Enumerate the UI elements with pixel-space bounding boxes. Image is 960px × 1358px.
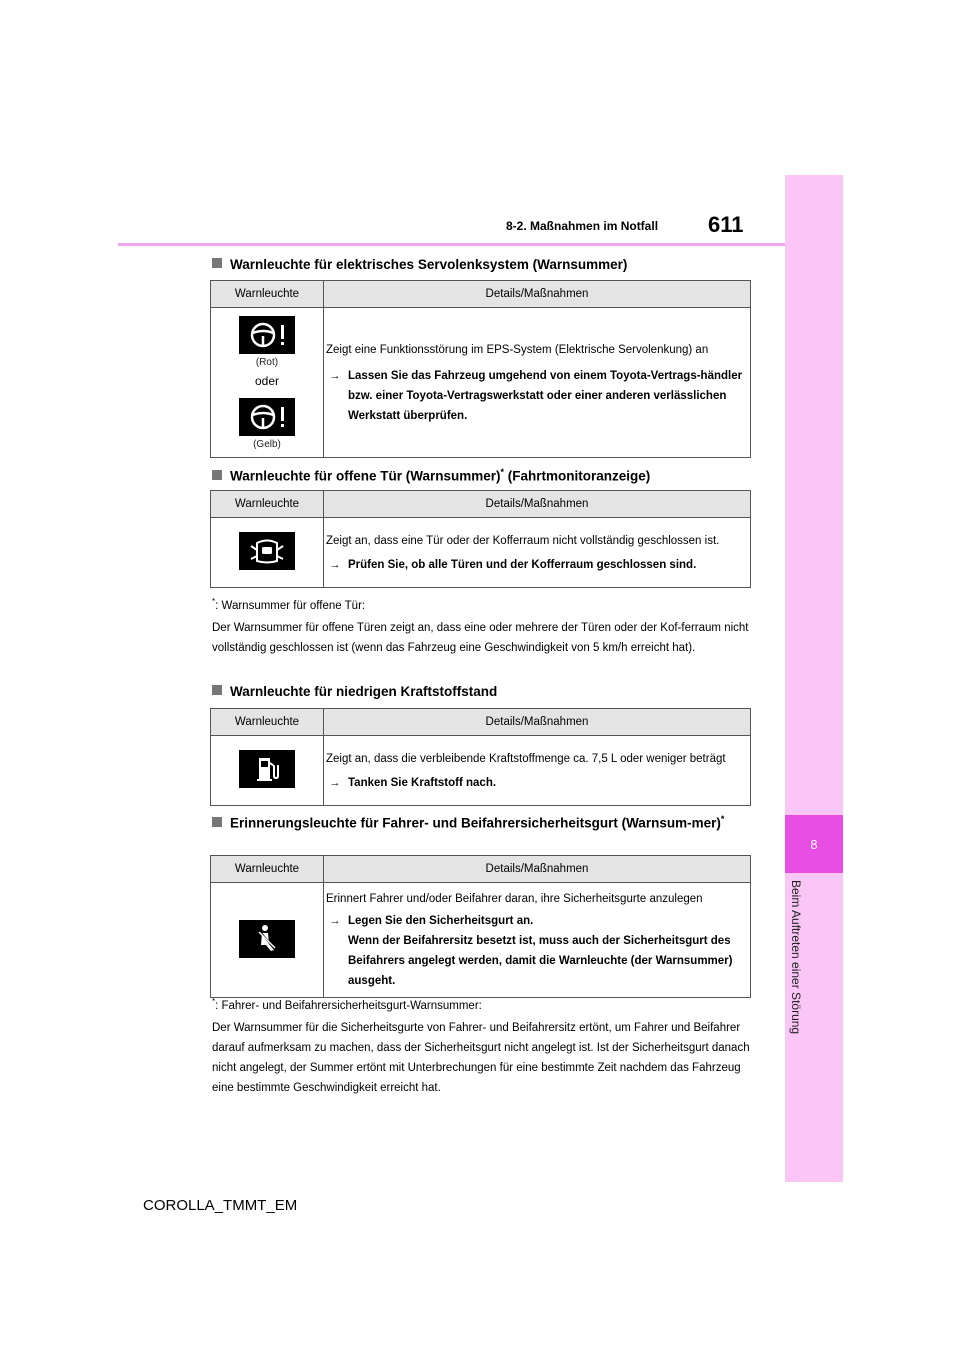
table-row <box>211 883 751 998</box>
section-heading-seatbelt: Erinnerungsleuchte für Fahrer- und Beifahrersicherheitsgurt (Warnsum-mer)* <box>212 809 760 834</box>
section-heading-door: Warnleuchte für offene Tür (Warnsummer)* (Fahrtmonitoranzeige) <box>212 462 650 487</box>
action-row <box>326 911 744 991</box>
seatbelt-icon <box>239 920 295 958</box>
column-header-warnleuchte: Warnleuchte <box>211 856 324 883</box>
open-door-icon <box>239 532 295 570</box>
column-header-warnleuchte: Warnleuchte <box>211 491 324 518</box>
column-header-warnleuchte: Warnleuchte <box>211 709 324 736</box>
detail-text: Erinnert Fahrer und/oder Beifahrer daran, ihre Sicherheitsgurte anzulegen <box>326 893 703 905</box>
arrow-icon: → <box>329 369 341 382</box>
action-row <box>326 773 744 793</box>
header-section-title: 8-2. Maßnahmen im Notfall <box>506 219 659 233</box>
column-header-details: Details/Maßnahmen <box>324 856 751 883</box>
action-text: Prüfen Sie, ob alle Türen und der Kofferraum geschlossen sind. <box>348 558 697 571</box>
column-header-details: Details/Maßnahmen <box>324 281 751 308</box>
column-header-details: Details/Maßnahmen <box>324 491 751 518</box>
detail-cell <box>324 518 751 588</box>
bullet-square-icon <box>212 258 222 268</box>
bullet-square-icon <box>212 685 222 695</box>
table-seatbelt <box>210 855 751 998</box>
detail-cell <box>324 736 751 806</box>
section-heading-eps: Warnleuchte für elektrisches Servolenksystem (Warnsummer) <box>212 255 627 275</box>
icon-cell <box>211 736 324 806</box>
detail-text: Zeigt an, dass eine Tür oder der Kofferraum nicht vollständig geschlossen ist. <box>326 534 720 547</box>
action-text: Lassen Sie das Fahrzeug umgehend von einem Toyota-Vertrags-händler bzw. einer Toyota-Vertragswerkstatt oder einer anderen verlässlichen Werkstatt überprüfen. <box>348 369 743 422</box>
icon-cell <box>211 518 324 588</box>
detail-text: Zeigt eine Funktionsstörung im EPS-System (Elektrische Servolenkung) an <box>326 343 709 356</box>
action-row <box>326 555 744 575</box>
footnote-door: *: Warnsummer für offene Tür: <box>212 597 366 612</box>
icon-cell <box>211 883 324 998</box>
column-header-warnleuchte: Warnleuchte <box>211 281 324 308</box>
arrow-icon: → <box>329 558 341 571</box>
page-number: 611 <box>708 212 744 237</box>
action-text: Tanken Sie Kraftstoff nach. <box>348 776 497 789</box>
icon-caption-yellow: (Gelb) <box>253 438 281 450</box>
table-row <box>211 736 751 806</box>
footnote-seatbelt: *: Fahrer- und Beifahrersicherheitsgurt-Warnsummer: <box>212 997 482 1012</box>
bullet-square-icon <box>212 470 222 480</box>
note-seatbelt: Der Warnsummer für die Sicherheitsgurte von Fahrer- und Beifahrersitz ertönt, um Fahrer und Beifahrer darauf aufmerksam zu machen, dass der Sicherheitsgurt nicht angelegt ist. Ist der Sicherheitsgurt danach nicht angelegt, der Summer ertönt mit Unterbrechungen für eine bestimmte Zeit nachdem das Fahrzeug eine bestimmte Geschwindigkeit erreicht hat. <box>212 1022 750 1094</box>
table-row <box>211 308 751 458</box>
chapter-number-tab[interactable] <box>785 815 843 873</box>
steering-warning-icon <box>239 316 295 354</box>
or-label: oder <box>254 373 280 388</box>
table-eps <box>210 280 751 458</box>
arrow-icon: → <box>329 776 341 789</box>
document-code: COROLLA_TMMT_EM <box>143 1197 298 1214</box>
detail-text: Zeigt an, dass die verbleibende Kraftstoffmenge ca. 7,5 L oder weniger beträgt <box>326 752 726 765</box>
bullet-square-icon <box>212 817 222 827</box>
detail-cell <box>324 308 751 458</box>
fuel-pump-icon <box>239 750 295 788</box>
action-text: Legen Sie den Sicherheitsgurt an. <box>348 915 534 927</box>
header-rule <box>118 243 785 246</box>
chapter-number: 8 <box>810 836 818 852</box>
arrow-icon: → <box>329 915 341 927</box>
table-door <box>210 490 751 588</box>
column-header-details: Details/Maßnahmen <box>324 709 751 736</box>
detail-cell <box>324 883 751 998</box>
table-fuel <box>210 708 751 806</box>
action-row <box>326 366 744 426</box>
steering-warning-icon <box>239 398 295 436</box>
action-text-2: Wenn der Beifahrersitz besetzt ist, muss auch der Sicherheitsgurt des Beifahrers angelegt werden, damit die Warnleuchte (der Warnsummer) ausgeht. <box>348 935 733 987</box>
chapter-title: Beim Auftreten einer Störung <box>789 880 803 1035</box>
icon-caption-red: (Rot) <box>255 356 279 368</box>
icon-cell <box>211 308 324 458</box>
note-door: Der Warnsummer für offene Türen zeigt an, dass eine oder mehrere der Türen oder der Kof-ferraum nicht vollständig geschlossen ist (wenn das Fahrzeug eine Geschwindigkeit von 5 km/h erreicht hat). <box>212 622 749 654</box>
section-heading-fuel: Warnleuchte für niedrigen Kraftstoffstand <box>212 682 497 702</box>
table-row <box>211 518 751 588</box>
